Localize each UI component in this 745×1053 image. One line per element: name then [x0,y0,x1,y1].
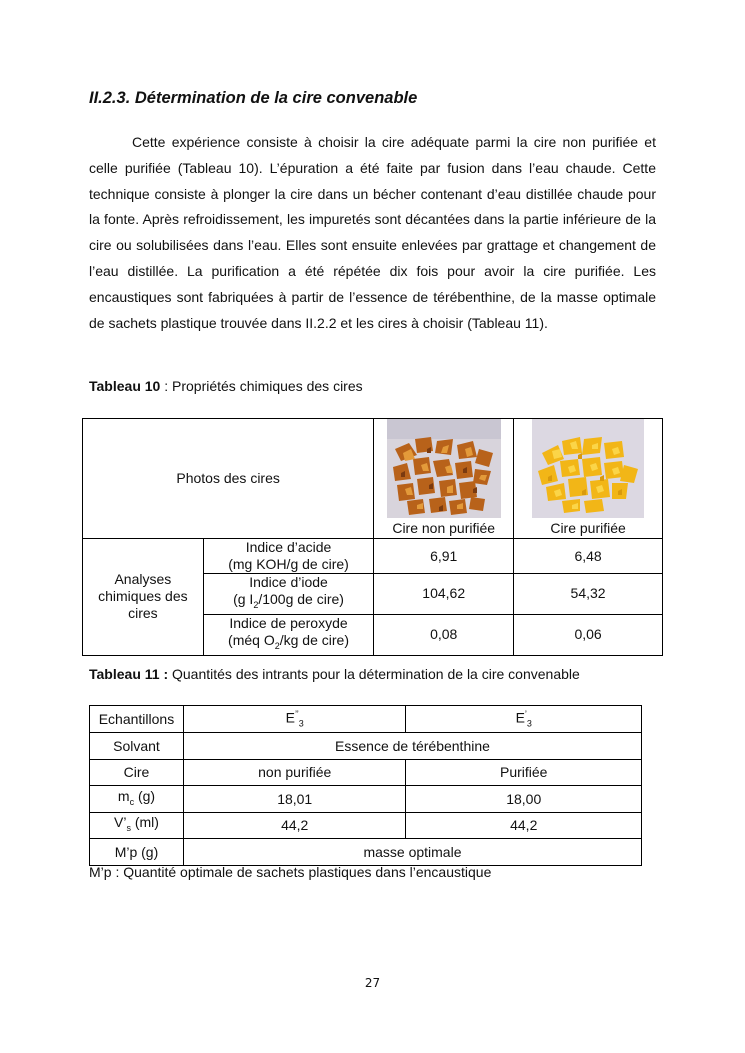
table11-caption-label: Tableau 11 : [89,666,169,682]
photos-header: Photos des cires [83,419,374,539]
row-peroxide-purified: 0,06 [514,614,663,655]
col-unpurified-label: Cire non purifiée [392,520,496,536]
page-number: 27 [364,976,381,990]
table10-caption-label: Tableau 10 [89,378,161,394]
echantillons-label: Echantillons [90,706,184,733]
body-paragraph [89,130,656,336]
row-acid-unpurified: 6,91 [374,539,514,574]
table10-caption-text: : Propriétés chimiques des cires [160,378,363,394]
table11-caption [89,666,580,682]
solvant-label: Solvant [90,733,184,760]
vs-v1: 44,2 [183,812,406,839]
row-iodine-name: Indice d’iode [249,574,328,590]
row-iodine-unit: (g $I_2/100g$ de cire) [233,591,344,610]
sample-e3-double: $E^{’’}_3$ [183,706,406,733]
photo-cell-unpurified [374,419,514,539]
row-acid-unit: (mg KOH/g de cire) [228,556,349,572]
cire-v2: Purifiée [406,759,642,786]
solvant-value: Essence de térébenthine [183,733,641,760]
group-label: Analyses chimiques des cires [83,539,204,656]
row-iodine-label [203,574,374,615]
row-peroxide-label [203,614,374,655]
mp-label: M’p (g) [90,839,184,866]
row-iodine-purified: 54,32 [514,574,663,615]
cire-label: Cire [90,759,184,786]
row-acid-label [203,539,374,574]
row-acid-purified: 6,48 [514,539,663,574]
row-peroxide-unpurified: 0,08 [374,614,514,655]
cire-v1: non purifiée [183,759,406,786]
mc-label: $m_c$ (g) [90,786,184,813]
row-acid-name: Indice d’acide [245,539,332,555]
paragraph-text: Cette expérience consiste à choisir la cire adéquate parmi la cire non purifiée et celle purifiée (Tableau 10). L’épuration a été faite par fusion dans l’eau chaude. Cette technique consiste à plonger la cire dans un bécher contenant d’eau distillée chaude pour la fonte. Après refroidissement, les impuretés sont décantées dans la partie inférieure de la cire ou solubilisées dans l’eau. Elles sont ensuite enlevées par grattage et changement de l’eau distillée. La purification a été répétée dix fois pour avoir la cire purifiée. Les encaustiques sont fabriquées à partir de l’essence de térébenthine, de la masse optimale de sachets plastique trouvée dans II.2.2 et les cires à choisir (Tableau 11). [89,134,656,331]
mc-v2: 18,00 [406,786,642,813]
mc-v1: 18,01 [183,786,406,813]
table-11 [89,705,642,866]
photo-cell-purified [514,419,663,539]
col-purified-label: Cire purifiée [550,520,626,536]
section-heading: II.2.3. Détermination de la cire convenable [89,89,418,107]
table11-note: M’p : Quantité optimale de sachets plastiques dans l’encaustique [89,864,492,880]
vs-label: $V’_s$ (ml) [90,812,184,839]
row-peroxide-unit: (méq $O_2/kg$ de cire) [228,631,349,651]
table10-caption [89,378,363,394]
table-10 [82,418,663,656]
row-iodine-unpurified: 104,62 [374,574,514,615]
mp-value: masse optimale [183,839,641,866]
row-peroxide-name: Indice de peroxyde [229,614,348,631]
vs-v2: 44,2 [406,812,642,839]
purified-wax-photo [532,419,644,518]
sample-e3-single: $E^’_3$ [406,706,642,733]
unpurified-wax-photo [387,419,501,518]
table11-caption-text: Quantités des intrants pour la détermination de la cire convenable [168,666,580,682]
